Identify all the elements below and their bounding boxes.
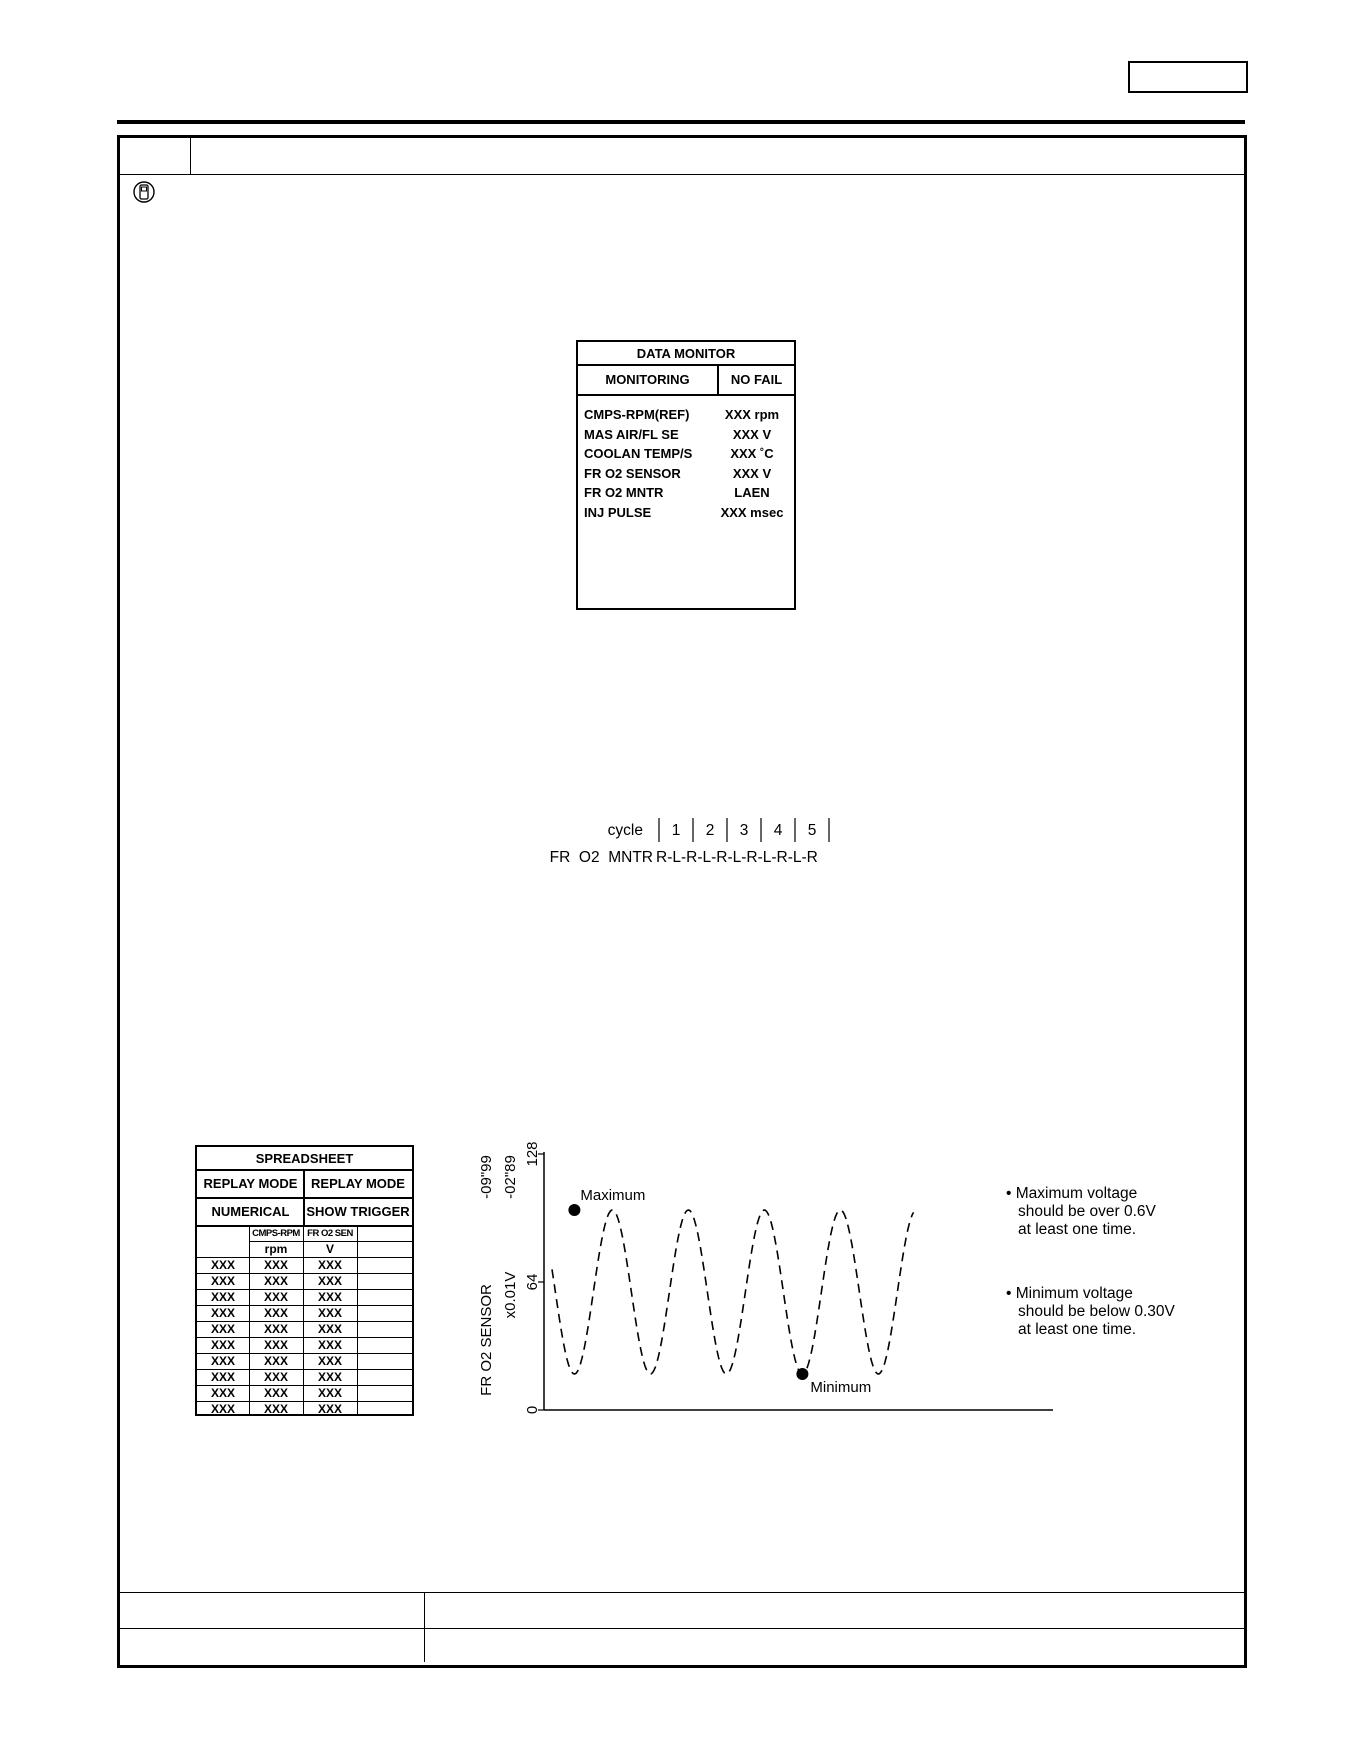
- cell: XXX: [263, 1322, 288, 1336]
- table-row: [197, 1338, 412, 1354]
- cycle-number: 4: [773, 822, 783, 839]
- o2-monitor-cycle-diagram: [520, 815, 850, 875]
- cell: XXX: [210, 1258, 235, 1272]
- y-axis-unit: x0.01V: [502, 1271, 519, 1319]
- cell: XXX: [210, 1274, 235, 1288]
- cell: XXX: [317, 1322, 342, 1336]
- o2-waveform-line: [552, 1210, 914, 1374]
- bullet: •: [1006, 1185, 1012, 1202]
- monitor-row: [584, 503, 790, 523]
- monitor-row: [584, 444, 790, 464]
- table-row: [197, 1322, 412, 1338]
- cycle-label: cycle: [607, 822, 643, 839]
- minimum-label: Minimum: [810, 1379, 872, 1396]
- table-row: [197, 1306, 412, 1322]
- y-tick-label-64: 64: [524, 1273, 541, 1291]
- header-divider: [190, 138, 191, 174]
- monitor-item-label: CMPS-RPM(REF): [584, 407, 690, 422]
- cell: XXX: [263, 1354, 288, 1368]
- no-fail-label: NO FAIL: [730, 372, 783, 387]
- monitor-item-label: COOLAN TEMP/S: [584, 446, 693, 461]
- maximum-point: [568, 1204, 580, 1216]
- spreadsheet-title: SPREADSHEET: [197, 1147, 412, 1171]
- o2-sensor-waveform-chart: [470, 1140, 1070, 1430]
- cell: XXX: [210, 1322, 235, 1336]
- spreadsheet-rule: [249, 1241, 412, 1242]
- col-header-cmps-rpm: CMPS-RPM: [252, 1228, 300, 1239]
- y-axis-label: FR O2 SENSOR: [478, 1284, 495, 1396]
- note-text: Minimum voltage: [1015, 1285, 1133, 1302]
- monitor-item-label: FR O2 SENSOR: [584, 465, 681, 481]
- monitor-item-value: XXX msec: [720, 504, 784, 520]
- cycle-number: 5: [807, 822, 817, 839]
- y-axis-extra-label: -09"99: [478, 1155, 495, 1199]
- table-row: [197, 1402, 412, 1418]
- table-row: [197, 1274, 412, 1290]
- cell: XXX: [317, 1274, 342, 1288]
- replay-mode-left: REPLAY MODE: [203, 1176, 298, 1191]
- header-rule: [120, 174, 1244, 175]
- maximum-label: Maximum: [580, 1187, 646, 1204]
- monitor-row: [584, 483, 790, 503]
- minimum-point: [796, 1368, 808, 1380]
- cell: XXX: [210, 1306, 235, 1320]
- monitoring-label: MONITORING: [578, 366, 719, 394]
- spreadsheet-divider: [303, 1171, 305, 1227]
- cell: XXX: [263, 1290, 288, 1304]
- data-monitor-title: DATA MONITOR: [578, 342, 794, 366]
- note-line: should be over 0.6V: [1018, 1203, 1156, 1220]
- footer-divider: [424, 1593, 425, 1662]
- monitor-item-value: XXX V: [732, 465, 772, 481]
- cell: XXX: [210, 1370, 235, 1384]
- monitor-row: [584, 464, 790, 484]
- table-row: [197, 1354, 412, 1370]
- cycle-number: 2: [705, 822, 715, 839]
- cell: XXX: [263, 1274, 288, 1288]
- footer-rule-1: [120, 1592, 1244, 1593]
- monitor-item-label: MAS AIR/FL SE: [584, 426, 679, 442]
- cell: XXX: [210, 1386, 235, 1400]
- cycle-number: 3: [739, 822, 749, 839]
- maximum-voltage-note: [1006, 1185, 1226, 1239]
- monitor-item-value: XXX V: [732, 426, 772, 442]
- data-monitor-status-row: [578, 366, 794, 396]
- footer-rule-2: [120, 1628, 1244, 1629]
- monitor-item-value: LAEN: [734, 485, 770, 500]
- y-tick-label-128: 128: [524, 1141, 541, 1167]
- note-line: at least one time.: [1018, 1321, 1137, 1338]
- cell: XXX: [263, 1402, 288, 1416]
- cell: XXX: [263, 1306, 288, 1320]
- minimum-voltage-note: [1006, 1285, 1226, 1339]
- data-monitor-screen: [576, 340, 796, 610]
- cell: XXX: [210, 1290, 235, 1304]
- cell: XXX: [317, 1354, 342, 1368]
- cell: XXX: [317, 1290, 342, 1304]
- cell: XXX: [263, 1386, 288, 1400]
- cell: XXX: [210, 1402, 235, 1416]
- data-monitor-list: [584, 405, 790, 522]
- spreadsheet-screen: [195, 1145, 414, 1416]
- cycle-number: 1: [671, 822, 681, 839]
- fr-o2-mntr-label: FR O2 MNTR: [549, 849, 653, 866]
- cell: XXX: [317, 1386, 342, 1400]
- table-row: [197, 1386, 412, 1402]
- y-axis-extra-label: -02"89: [502, 1155, 519, 1199]
- y-tick-label-0: 0: [524, 1405, 541, 1415]
- col-unit-rpm: rpm: [264, 1242, 288, 1256]
- numerical-label: NUMERICAL: [211, 1204, 290, 1219]
- monitor-item-value: XXX ˚C: [730, 446, 774, 461]
- note-line: should be below 0.30V: [1018, 1303, 1175, 1320]
- note-line: at least one time.: [1018, 1221, 1137, 1238]
- monitor-item-value: XXX rpm: [724, 407, 780, 422]
- rl-sequence: R-L-R-L-R-L-R-L-R-L-R: [656, 849, 818, 866]
- cell: XXX: [210, 1338, 235, 1352]
- note-text: Maximum voltage: [1015, 1185, 1138, 1202]
- monitor-item-label: INJ PULSE: [584, 504, 652, 520]
- cell: XXX: [317, 1370, 342, 1384]
- table-row: [197, 1370, 412, 1386]
- show-trigger-label: SHOW TRIGGER: [306, 1204, 410, 1219]
- consult-tool-icon: [133, 181, 155, 203]
- monitor-row: [584, 425, 790, 445]
- page-number-box: [1128, 61, 1248, 93]
- top-rule: [117, 120, 1245, 124]
- cell: XXX: [263, 1370, 288, 1384]
- table-row: [197, 1290, 412, 1306]
- cell: XXX: [317, 1402, 342, 1416]
- table-row: [197, 1258, 412, 1274]
- cell: XXX: [317, 1258, 342, 1272]
- cell: XXX: [317, 1306, 342, 1320]
- cell: XXX: [263, 1258, 288, 1272]
- cell: XXX: [317, 1338, 342, 1352]
- replay-mode-right: REPLAY MODE: [311, 1176, 405, 1191]
- col-header-fr-o2-sen: FR O2 SEN: [307, 1228, 353, 1239]
- cell: XXX: [263, 1338, 288, 1352]
- note-line: [1006, 1185, 1226, 1203]
- monitor-item-label: FR O2 MNTR: [584, 485, 664, 500]
- bullet: •: [1006, 1285, 1012, 1302]
- col-unit-v: V: [325, 1242, 334, 1256]
- note-line: [1006, 1285, 1226, 1303]
- cell: XXX: [210, 1354, 235, 1368]
- monitor-row: [584, 405, 790, 425]
